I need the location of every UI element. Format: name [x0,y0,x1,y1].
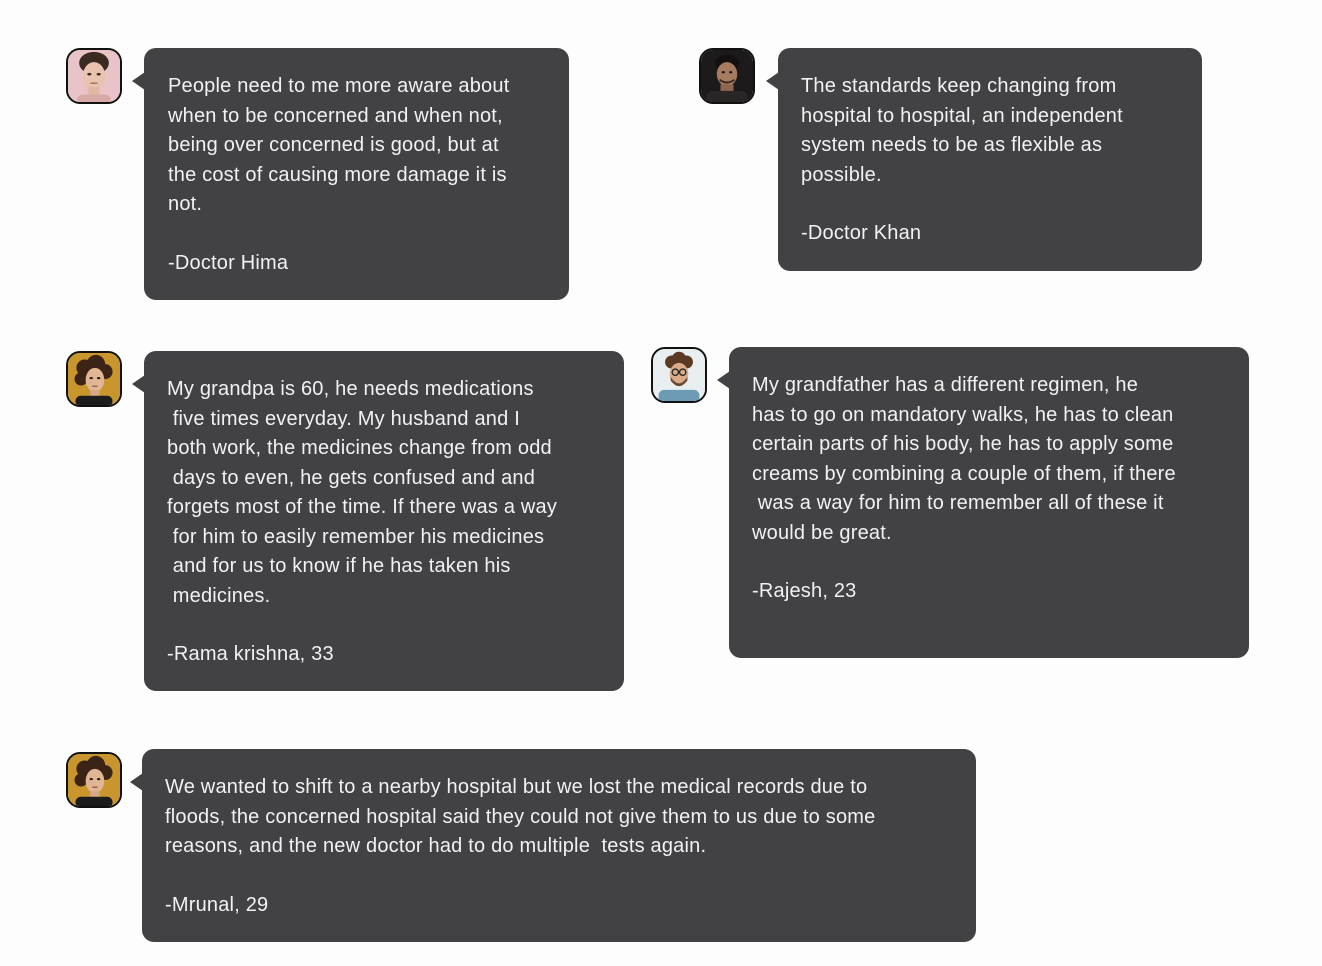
testimonial-quote: My grandfather has a different regimen, he has to go on mandatory walks, he has to clean certain parts of his body, he has to apply some creams by combining a couple of them, if there was a way for him to remember all of these it would be great. [752,374,1176,544]
avatar-man-curly [651,347,707,403]
avatar-woman-curly [66,351,122,407]
avatar-man-dark-icon [701,50,753,102]
testimonial-quote: The standards keep changing from hospital to hospital, an independent system needs to be as flexible as possible. [801,75,1123,186]
testimonial-bubble [144,48,569,300]
avatar-woman-curly [66,752,122,808]
testimonial-quote: People need to me more aware about when to be concerned and when not, being over concerned is good, but at the cost of causing more damage it is not. [168,75,510,215]
avatar-woman-curly-icon [68,353,120,405]
testimonial-bubble [144,351,624,691]
testimonial-author: -Rajesh, 23 [752,580,857,602]
avatar-man-curly-icon [653,349,705,401]
testimonial-author: -Doctor Hima [168,251,289,274]
testimonial-bubble [729,347,1249,658]
testimonial-author: -Rama krishna, 33 [167,643,334,665]
testimonial-author: -Mrunal, 29 [165,893,269,916]
testimonial-bubble [142,749,976,942]
testimonial-quote: My grandpa is 60, he needs medications five times everyday. My husband and I both work, the medicines change from odd days to even, he gets confused and and forgets most of the time. If there was a way for him to easily remember his medicines and for us to know if he has taken his medicines. [167,378,558,607]
avatar-woman-curly-icon [68,754,120,806]
avatar-man-dark [699,48,755,104]
testimonial-quote: We wanted to shift to a nearby hospital but we lost the medical records due to floods, the concerned hospital said they could not give them to us due to some reasons, and the new doctor had to do multiple tests again. [165,776,876,857]
avatar-woman-light [66,48,122,104]
avatar-woman-light-icon [68,50,120,102]
testimonial-bubble [778,48,1202,271]
testimonial-author: -Doctor Khan [801,222,922,244]
